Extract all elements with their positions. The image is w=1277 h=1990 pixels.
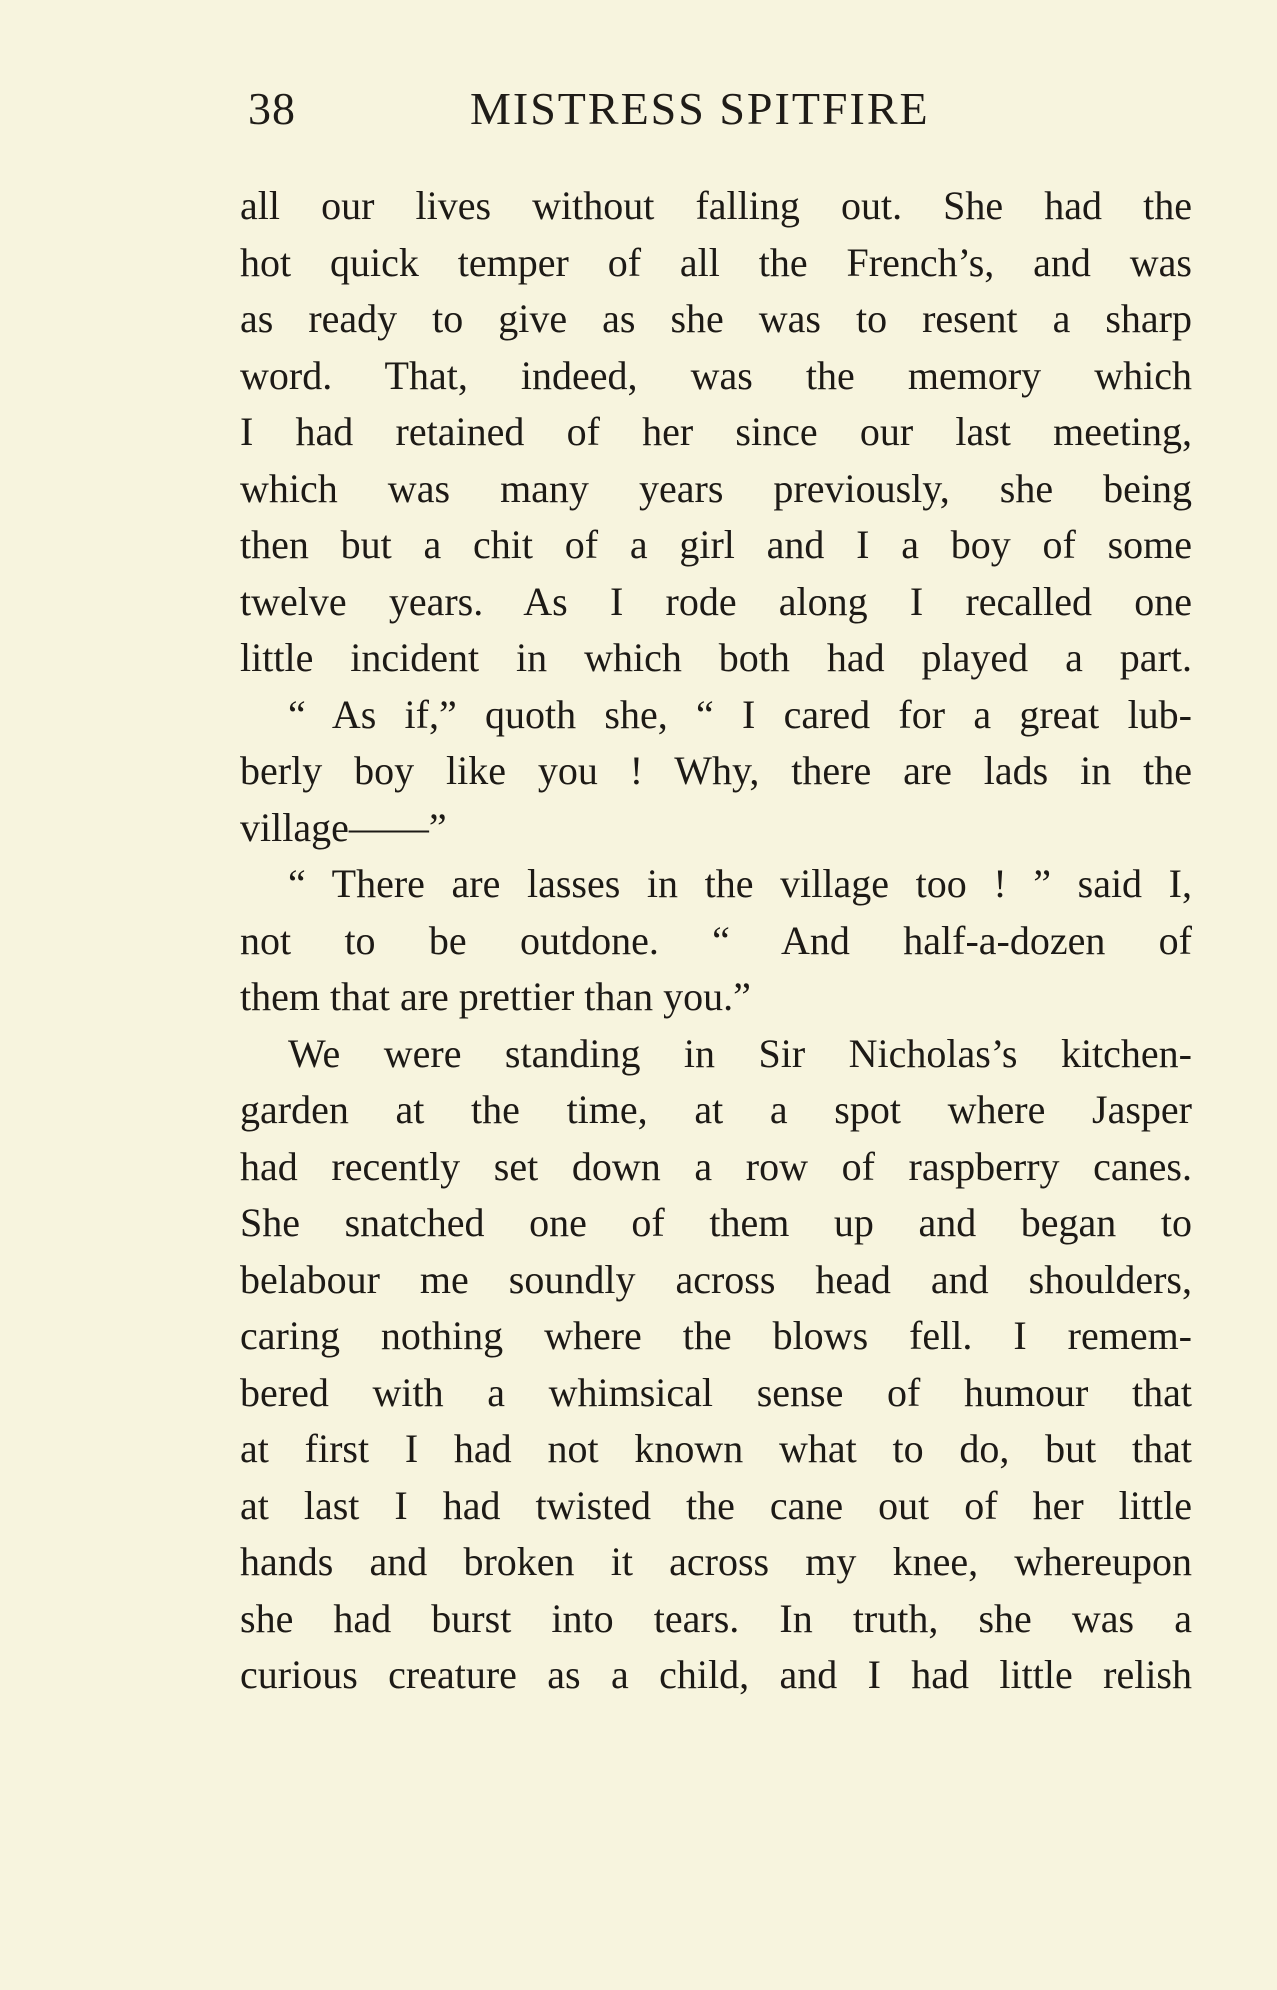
text-line: caring nothing where the blows fell. I remem-: [240, 1313, 1192, 1358]
book-title: MISTRESS SPITFIRE: [470, 83, 930, 134]
text-line: twelve years. As I rode along I recalled one: [240, 578, 1192, 624]
text-line: had recently set down a row of raspberry canes.: [240, 1143, 1192, 1189]
running-head: [248, 82, 1208, 142]
text-line: belabour me soundly across head and shoulders,: [240, 1256, 1192, 1302]
text-line: at first I had not known what to do, but that: [240, 1426, 1192, 1471]
text-line: I had retained of her since our last meeting,: [240, 409, 1192, 454]
text-line: She snatched one of them up and began to: [240, 1200, 1192, 1245]
page-number: 38: [248, 83, 296, 134]
text-line: them that are prettier than you.”: [240, 974, 751, 1019]
text-line: which was many years previously, she being: [240, 465, 1192, 511]
text-line: she had burst into tears. In truth, she was a: [240, 1595, 1192, 1641]
text-line: “ There are lasses in the village too ! ” said I,: [288, 861, 1192, 906]
text-line: bered with a whimsical sense of humour that: [240, 1369, 1192, 1415]
text-line: then but a chit of a girl and I a boy of some: [240, 522, 1192, 567]
text-line: hot quick temper of all the French’s, and was: [240, 239, 1192, 285]
text-line: curious creature as a child, and I had little relish: [240, 1652, 1192, 1697]
text-line: garden at the time, at a spot where Jasper: [240, 1087, 1192, 1132]
text-line: hands and broken it across my knee, whereupon: [240, 1539, 1192, 1584]
body-text: [240, 178, 1192, 1704]
text-line: at last I had twisted the cane out of her little: [240, 1482, 1192, 1528]
text-line: not to be outdone. “ And half-a-dozen of: [240, 917, 1192, 963]
text-line: “ As if,” quoth she, “ I cared for a great lub-: [288, 691, 1192, 737]
text-line: village——”: [240, 804, 447, 850]
text-line: word. That, indeed, was the memory which: [240, 352, 1192, 398]
text-line: We were standing in Sir Nicholas’s kitchen-: [288, 1030, 1192, 1076]
text-line: all our lives without falling out. She had the: [240, 183, 1192, 228]
text-line: berly boy like you ! Why, there are lads in the: [240, 748, 1192, 793]
text-line: as ready to give as she was to resent a sharp: [240, 296, 1192, 341]
text-line: little incident in which both had played a part.: [240, 635, 1192, 680]
